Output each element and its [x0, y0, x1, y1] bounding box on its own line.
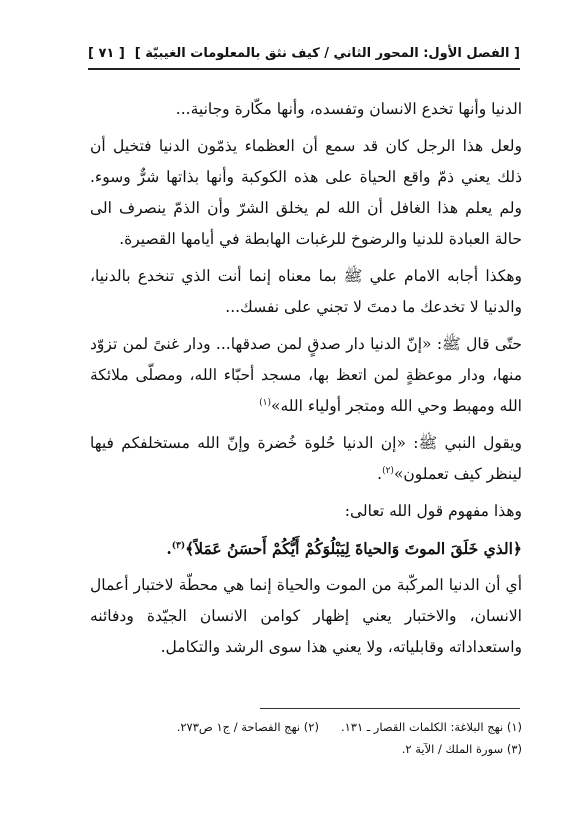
footnote-line-2	[90, 738, 522, 760]
page-header	[88, 46, 520, 70]
quran-verse: ﴿الذي خَلَقَ الموتَ وَالحياةَ لِيَبْلُوَكُمْ أَيُّكُمْ أَحسَنُ عَمَلاً﴾$^{(٣)}$.	[166, 539, 522, 558]
footnote-divider	[260, 708, 520, 709]
footnote-ref-3: (٣)	[171, 540, 186, 551]
paragraph-4	[90, 329, 522, 422]
footnote-ref-2: (٢)	[382, 465, 394, 476]
footnote-ref-1: (١)	[259, 397, 271, 408]
paragraph-4-text: حتّى قال ﷺ: «إنّ الدنيا دار صدقٍ لمن صدقها... ودار غنىً لمن تزوّد منها، ودار موعظةٍ لمن اتعظ بها، مسجد أحبّاء الله، ومصلّى ملائكة الله ومهبط وحي الله ومتجر أولياء الله»	[90, 335, 522, 415]
paragraph-6: وهذا مفهوم قول الله تعالى:	[344, 502, 522, 520]
paragraph-1: الدنيا وأنها تخدع الانسان وتفسده، وأنها مكّارة وجانية...	[175, 100, 522, 118]
paragraph-5: ويقول النبي ﷺ: «إن الدنيا حُلوة خُضرة وإنّ الله مستخلفكم فيها لينظر كيف تعملون»$^{(٢)}$.	[90, 434, 522, 483]
running-title: [ الفصل الأول: المحور الثاني / كيف نثق بالمعلومات الغيبيّة ]	[134, 46, 520, 61]
page-number: [ ٧١ ]	[88, 46, 125, 61]
footnotes	[90, 716, 522, 760]
footnote-line-1	[90, 716, 522, 738]
paragraph-8: أي أن الدنيا المركّبة من الموت والحياة إنما هي محطّة لاختبار أعمال الانسان، والاختبار يعني إظهار كوامن الانسان الجيّدة ودفائنه واستعداداته وقابلياته، ولا يعني هذا سوى الرشد والتكامل.	[90, 576, 522, 656]
body-text	[90, 94, 522, 669]
paragraph-3: وهكذا أجابه الامام علي ﷺ بما معناه إنما أنت الذي تنخدع بالدنيا، والدنيا لا تخدعك ما دمتَ لا تجني على نفسك...	[90, 267, 522, 316]
footnote-2: (٢) نهج الفصاحة / ج١ ص٢٧٣.	[176, 720, 319, 734]
footnote-1: (١) نهج البلاغة: الكلمات القصار ـ ١٣١.	[340, 720, 522, 734]
paragraph-5-text: ويقول النبي ﷺ: «إن الدنيا حُلوة خُضرة وإنّ الله مستخلفكم فيها لينظر كيف تعملون»	[90, 434, 522, 483]
footnote-3: (٣) سورة الملك / الآية ٢.	[401, 742, 522, 756]
quran-verse-text: ﴿الذي خَلَقَ الموتَ وَالحياةَ لِيَبْلُوَكُمْ أَيُّكُمْ أَحسَنُ عَمَلاً﴾	[185, 539, 522, 558]
paragraph-2: ولعل هذا الرجل كان قد سمع أن العظماء يذمّون الدنيا فتخيل أن ذلك يعني ذمّ واقع الحياة على هذه الكوكبة وأنها بذاتها شرٌّ وسوء. ولم يعلم هذا الغافل أن الله لم يخلق الشرّ وأن الذمّ ينصرف الى حالة العبادة للدنيا والرضوخ للرغبات الهابطة في أيامها القصيرة.	[90, 137, 522, 248]
